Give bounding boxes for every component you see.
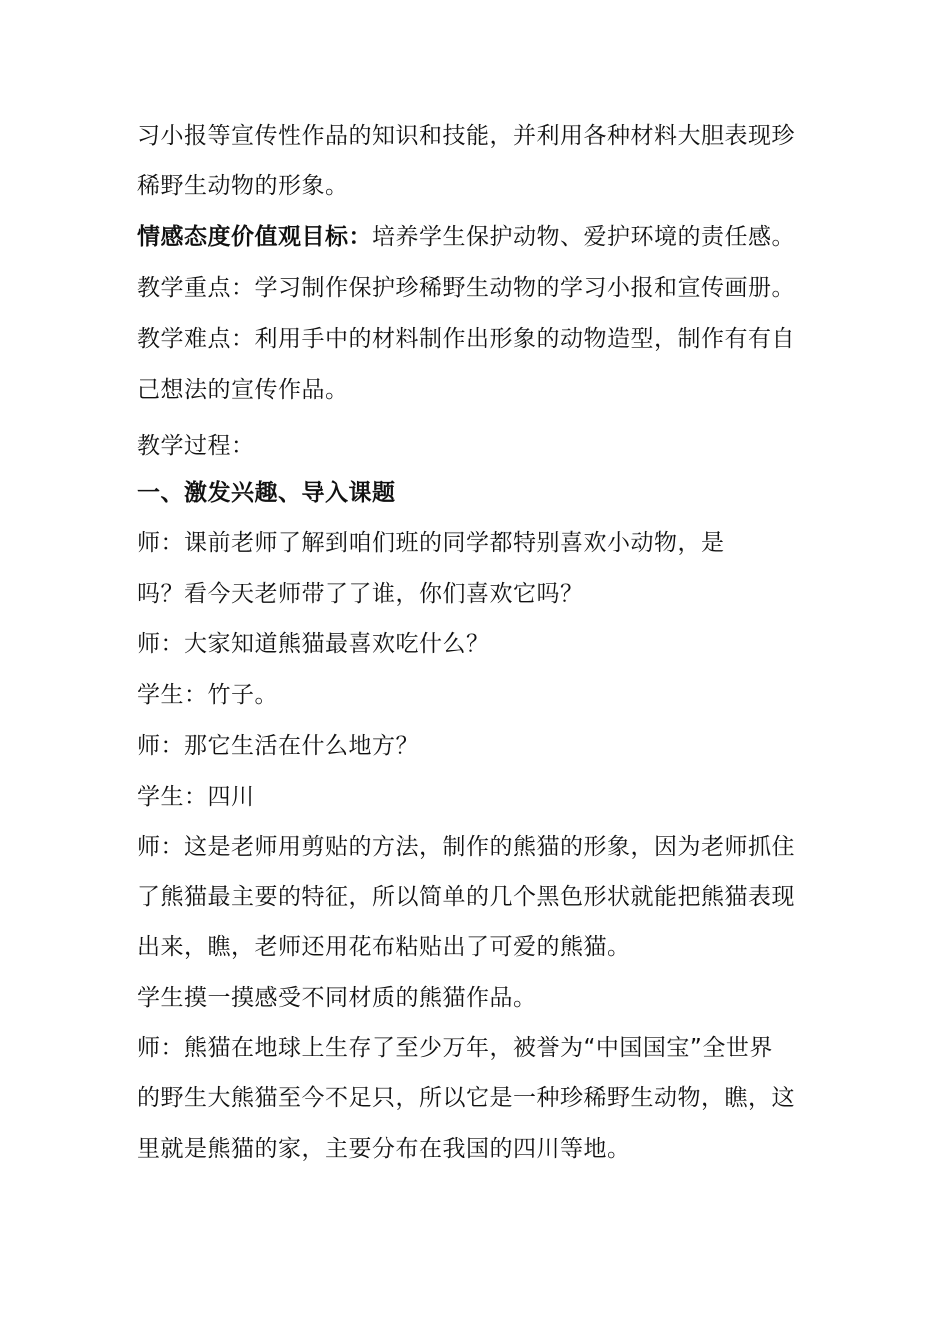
difficulty-line: 教学难点：利用手中的材料制作出形象的动物造型，制作有有自 [137,326,795,352]
process-title: 教学过程： [137,433,255,459]
paragraph-line: 习小报等宣传性作品的知识和技能，并利用各种材料大胆表现珍 [137,123,795,149]
dialogue-line: 师：熊猫在地球上生存了至少万年，被誉为“中国国宝”全世界 [137,1035,773,1061]
dialogue-line: 学生：竹子。 [137,682,278,708]
dialogue-line: 了熊猫最主要的特征，所以简单的几个黑色形状就能把熊猫表现 [137,884,795,910]
dialogue-line: 出来，瞧，老师还用花布粘贴出了可爱的熊猫。 [137,934,631,960]
objective-label: 情感态度价值观目标： [137,224,372,250]
dialogue-line: 的野生大熊猫至今不足只，所以它是一种珍稀野生动物，瞧，这 [137,1085,795,1111]
key-point-line: 教学重点：学习制作保护珍稀野生动物的学习小报和宣传画册。 [137,275,795,301]
dialogue-line: 吗？看今天老师带了了谁，你们喜欢它吗？ [137,581,584,607]
dialogue-line: 师：课前老师了解到咱们班的同学都特别喜欢小动物，是 [137,530,725,556]
dialogue-line: 里就是熊猫的家，主要分布在我国的四川等地。 [137,1136,631,1162]
dialogue-line: 师：那它生活在什么地方？ [137,733,419,759]
dialogue-line: 师：这是老师用剪贴的方法，制作的熊猫的形象，因为老师抓住 [137,834,795,860]
objective-text: 培养学生保护动物、爱护环境的责任感。 [372,224,795,250]
objective-line [137,222,795,252]
section-heading: 一、激发兴趣、导入课题 [137,480,396,506]
dialogue-line: 学生摸一摸感受不同材质的熊猫作品。 [137,985,537,1011]
dialogue-line: 学生：四川 [137,784,255,810]
dialogue-line: 师：大家知道熊猫最喜欢吃什么？ [137,631,490,657]
paragraph-line: 己想法的宣传作品。 [137,377,349,403]
paragraph-line: 稀野生动物的形象。 [137,173,349,199]
